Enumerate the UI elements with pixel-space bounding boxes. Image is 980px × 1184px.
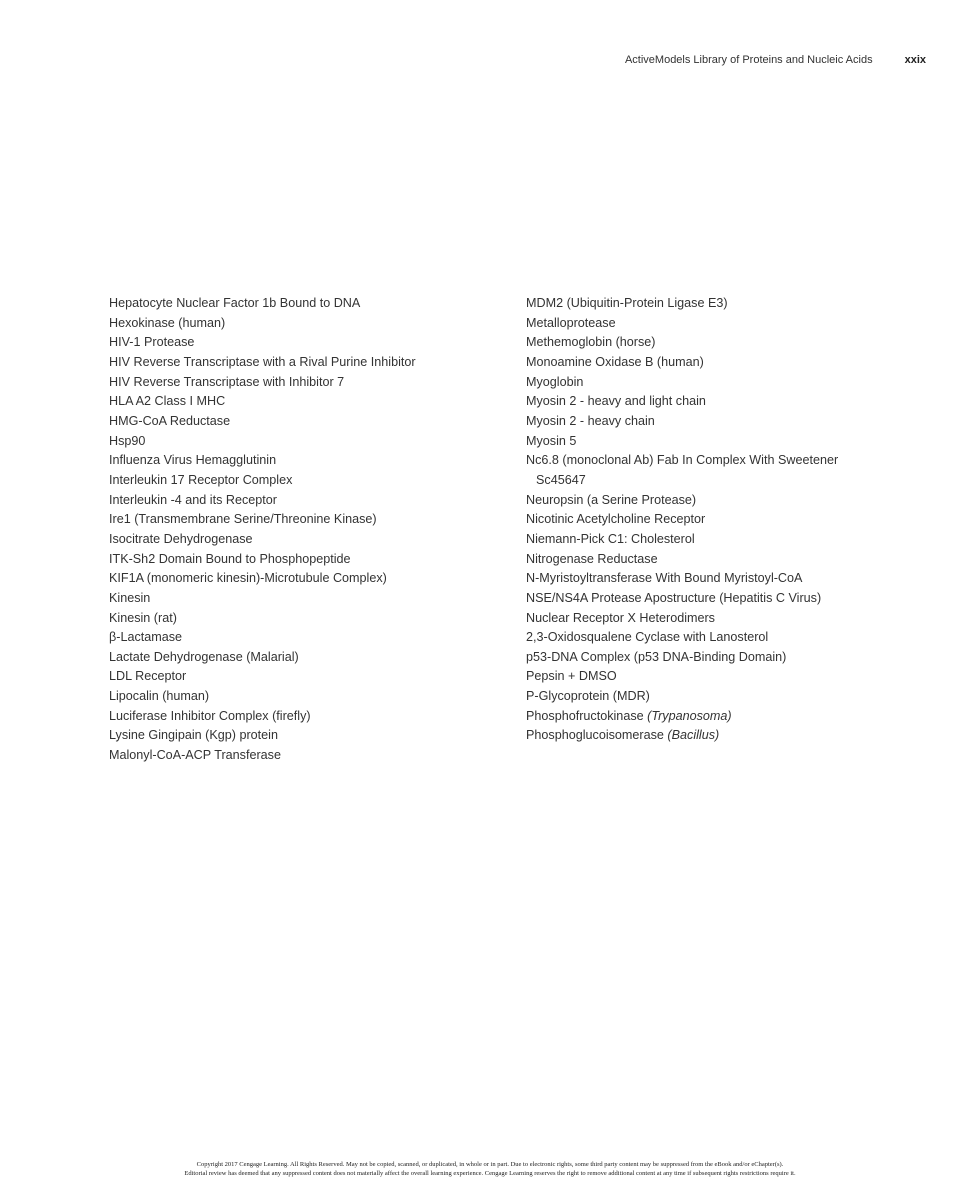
copyright-line-2: Editorial review has deemed that any suppressed content does not materially affect the overall learning experience. Cengage Learning reserves the right to remove additional content at any time if subsequent rights restrictions require it. (184, 1170, 796, 1177)
item-name: Phosphoglucoisomerase (526, 728, 664, 743)
running-head (625, 54, 926, 66)
list-item: Methemoglobin (horse) (526, 335, 656, 350)
list-item (526, 707, 866, 727)
list-item: Isocitrate Dehydrogenase (109, 531, 253, 546)
list-item: LDL Receptor (109, 669, 187, 684)
list-item: P-Glycoprotein (MDR) (526, 689, 650, 704)
list-item: HIV Reverse Transcriptase with Inhibitor 7 (109, 374, 345, 389)
list-item: Ire1 (Transmembrane Serine/Threonine Kinase) (109, 512, 377, 527)
list-item: Luciferase Inhibitor Complex (firefly) (109, 708, 311, 723)
list-item: HIV Reverse Transcriptase with a Rival Purine Inhibitor (109, 354, 416, 369)
list-item: Myoglobin (526, 374, 584, 389)
list-item: Kinesin (rat) (109, 610, 177, 625)
list-item: Metalloprotease (526, 315, 616, 330)
list-item: Myosin 5 (526, 433, 577, 448)
list-item: Myosin 2 - heavy chain (526, 413, 655, 428)
list-item: HLA A2 Class I MHC (109, 394, 226, 409)
list-item: Nitrogenase Reductase (526, 551, 658, 566)
list-item: Nuclear Receptor X Heterodimers (526, 610, 715, 625)
list-item: Lysine Gingipain (Kgp) protein (109, 728, 278, 743)
list-item: Hsp90 (109, 433, 146, 448)
list-item: Kinesin (109, 590, 151, 605)
list-item: Nc6.8 (monoclonal Ab) Fab In Complex With Sweetener Sc45647 (526, 453, 839, 487)
list-item: Niemann-Pick C1: Cholesterol (526, 531, 695, 546)
list-item: NSE/NS4A Protease Apostructure (Hepatitis C Virus) (526, 590, 822, 605)
right-column-list (526, 294, 866, 746)
list-item: Monoamine Oxidase B (human) (526, 354, 704, 369)
list-item: Hexokinase (human) (109, 315, 226, 330)
list-item: HIV-1 Protease (109, 335, 195, 350)
list-item: p53-DNA Complex (p53 DNA-Binding Domain) (526, 649, 787, 664)
page-number: xxix (904, 54, 926, 66)
list-item: Pepsin + DMSO (526, 669, 617, 684)
list-item: Influenza Virus Hemagglutinin (109, 453, 277, 468)
list-item: Nicotinic Acetylcholine Receptor (526, 512, 706, 527)
list-item: KIF1A (monomeric kinesin)-Microtubule Complex) (109, 571, 387, 586)
list-item: ITK-Sh2 Domain Bound to Phosphopeptide (109, 551, 351, 566)
copyright-line-1: Copyright 2017 Cengage Learning. All Rights Reserved. May not be copied, scanned, or duplicated, in whole or in part. Due to electronic rights, some third party content may be suppressed from the eBook and/or eChapter(s). (196, 1161, 784, 1168)
list-item (526, 726, 866, 746)
list-item: N-Myristoyltransferase With Bound Myristoyl-CoA (526, 571, 803, 586)
list-item: Lactate Dehydrogenase (Malarial) (109, 649, 299, 664)
running-title: ActiveModels Library of Proteins and Nucleic Acids (624, 54, 873, 66)
item-organism: (Bacillus) (667, 728, 720, 743)
list-item: 2,3-Oxidosqualene Cyclase with Lanosterol (526, 630, 769, 645)
list-item: Interleukin -4 and its Receptor (109, 492, 278, 507)
list-item: Lipocalin (human) (109, 689, 210, 704)
item-organism: (Trypanosoma) (647, 708, 732, 723)
list-item: Myosin 2 - heavy and light chain (526, 394, 706, 409)
list-item: Hepatocyte Nuclear Factor 1b Bound to DNA (109, 296, 361, 310)
item-name: Phosphofructokinase (526, 708, 644, 723)
list-item: HMG-CoA Reductase (109, 413, 231, 428)
list-item: Neuropsin (a Serine Protease) (526, 492, 697, 507)
list-item: MDM2 (Ubiquitin-Protein Ligase E3) (526, 296, 728, 310)
copyright-footer (0, 1160, 980, 1178)
list-item: Malonyl-CoA-ACP Transferase (109, 748, 281, 763)
left-column-list (109, 294, 509, 766)
list-item: Interleukin 17 Receptor Complex (109, 472, 293, 487)
list-item: β-Lactamase (109, 630, 183, 645)
